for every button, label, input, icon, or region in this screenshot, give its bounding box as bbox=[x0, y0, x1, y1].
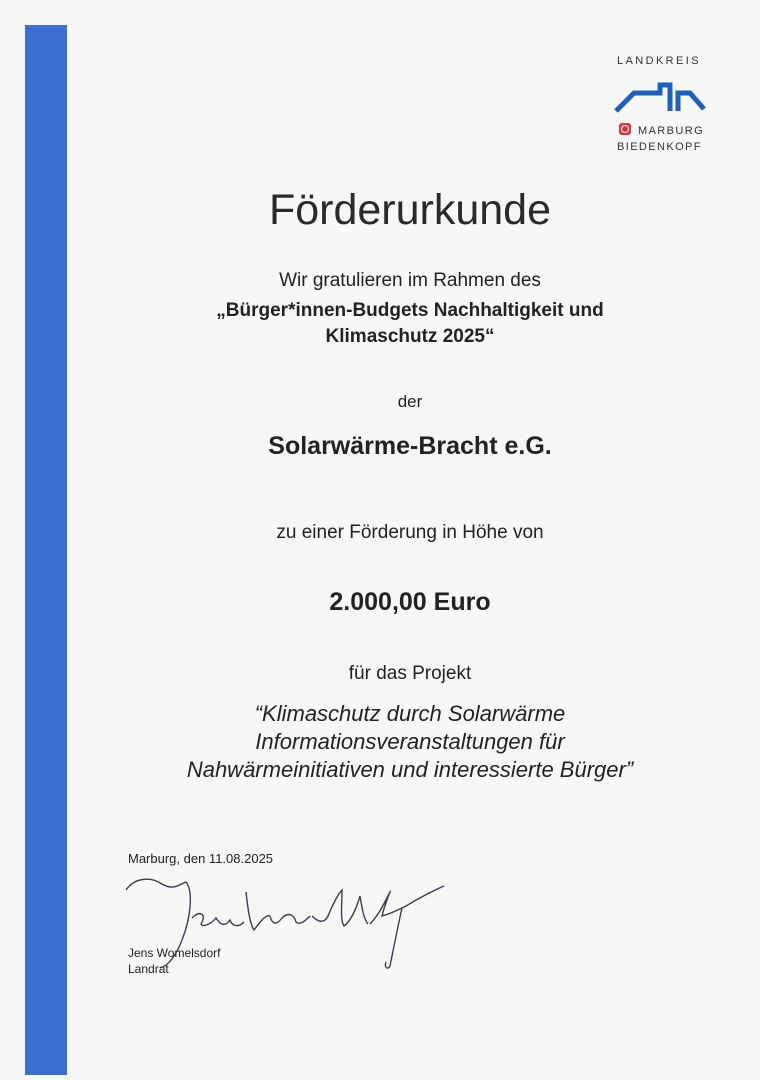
project-line-3: Nahwärmeinitiativen und interessierte Bürger” bbox=[186, 757, 634, 782]
project-title bbox=[80, 700, 740, 784]
signer-role: Landrat bbox=[128, 962, 169, 976]
project-line-2: Informationsveranstaltungen für bbox=[255, 729, 565, 754]
logo-red-mark-icon bbox=[619, 123, 631, 135]
logo-line-biedenkopf: BIEDENKOPF bbox=[617, 141, 702, 153]
logo-line-marburg: MARBURG bbox=[638, 125, 705, 137]
recipient-name: Solarwärme-Bracht e.G. bbox=[268, 432, 552, 460]
amount-intro-text: zu einer Förderung in Höhe von bbox=[276, 522, 544, 543]
project-intro-text: für das Projekt bbox=[348, 663, 472, 684]
der-text: der bbox=[397, 392, 423, 411]
funding-amount: 2.000,00 Euro bbox=[329, 588, 491, 616]
blue-side-bar bbox=[25, 25, 67, 1075]
project-line-1: “Klimaschutz durch Solarwärme bbox=[254, 701, 566, 726]
signer-name: Jens Womelsdorf bbox=[128, 946, 221, 960]
logo-top-text: LANDKREIS bbox=[617, 55, 701, 67]
certificate-title: Förderurkunde bbox=[268, 186, 552, 234]
intro-text: Wir gratulieren im Rahmen des bbox=[279, 270, 541, 291]
program-line-2: Klimaschutz 2025“ bbox=[325, 326, 495, 347]
district-logo bbox=[600, 55, 720, 160]
program-line-1: „Bürger*innen-Budgets Nachhaltigkeit und bbox=[216, 300, 604, 321]
program-name bbox=[80, 298, 740, 350]
place-date: Marburg, den 11.08.2025 bbox=[128, 851, 274, 866]
logo-mountain-icon bbox=[614, 79, 706, 115]
